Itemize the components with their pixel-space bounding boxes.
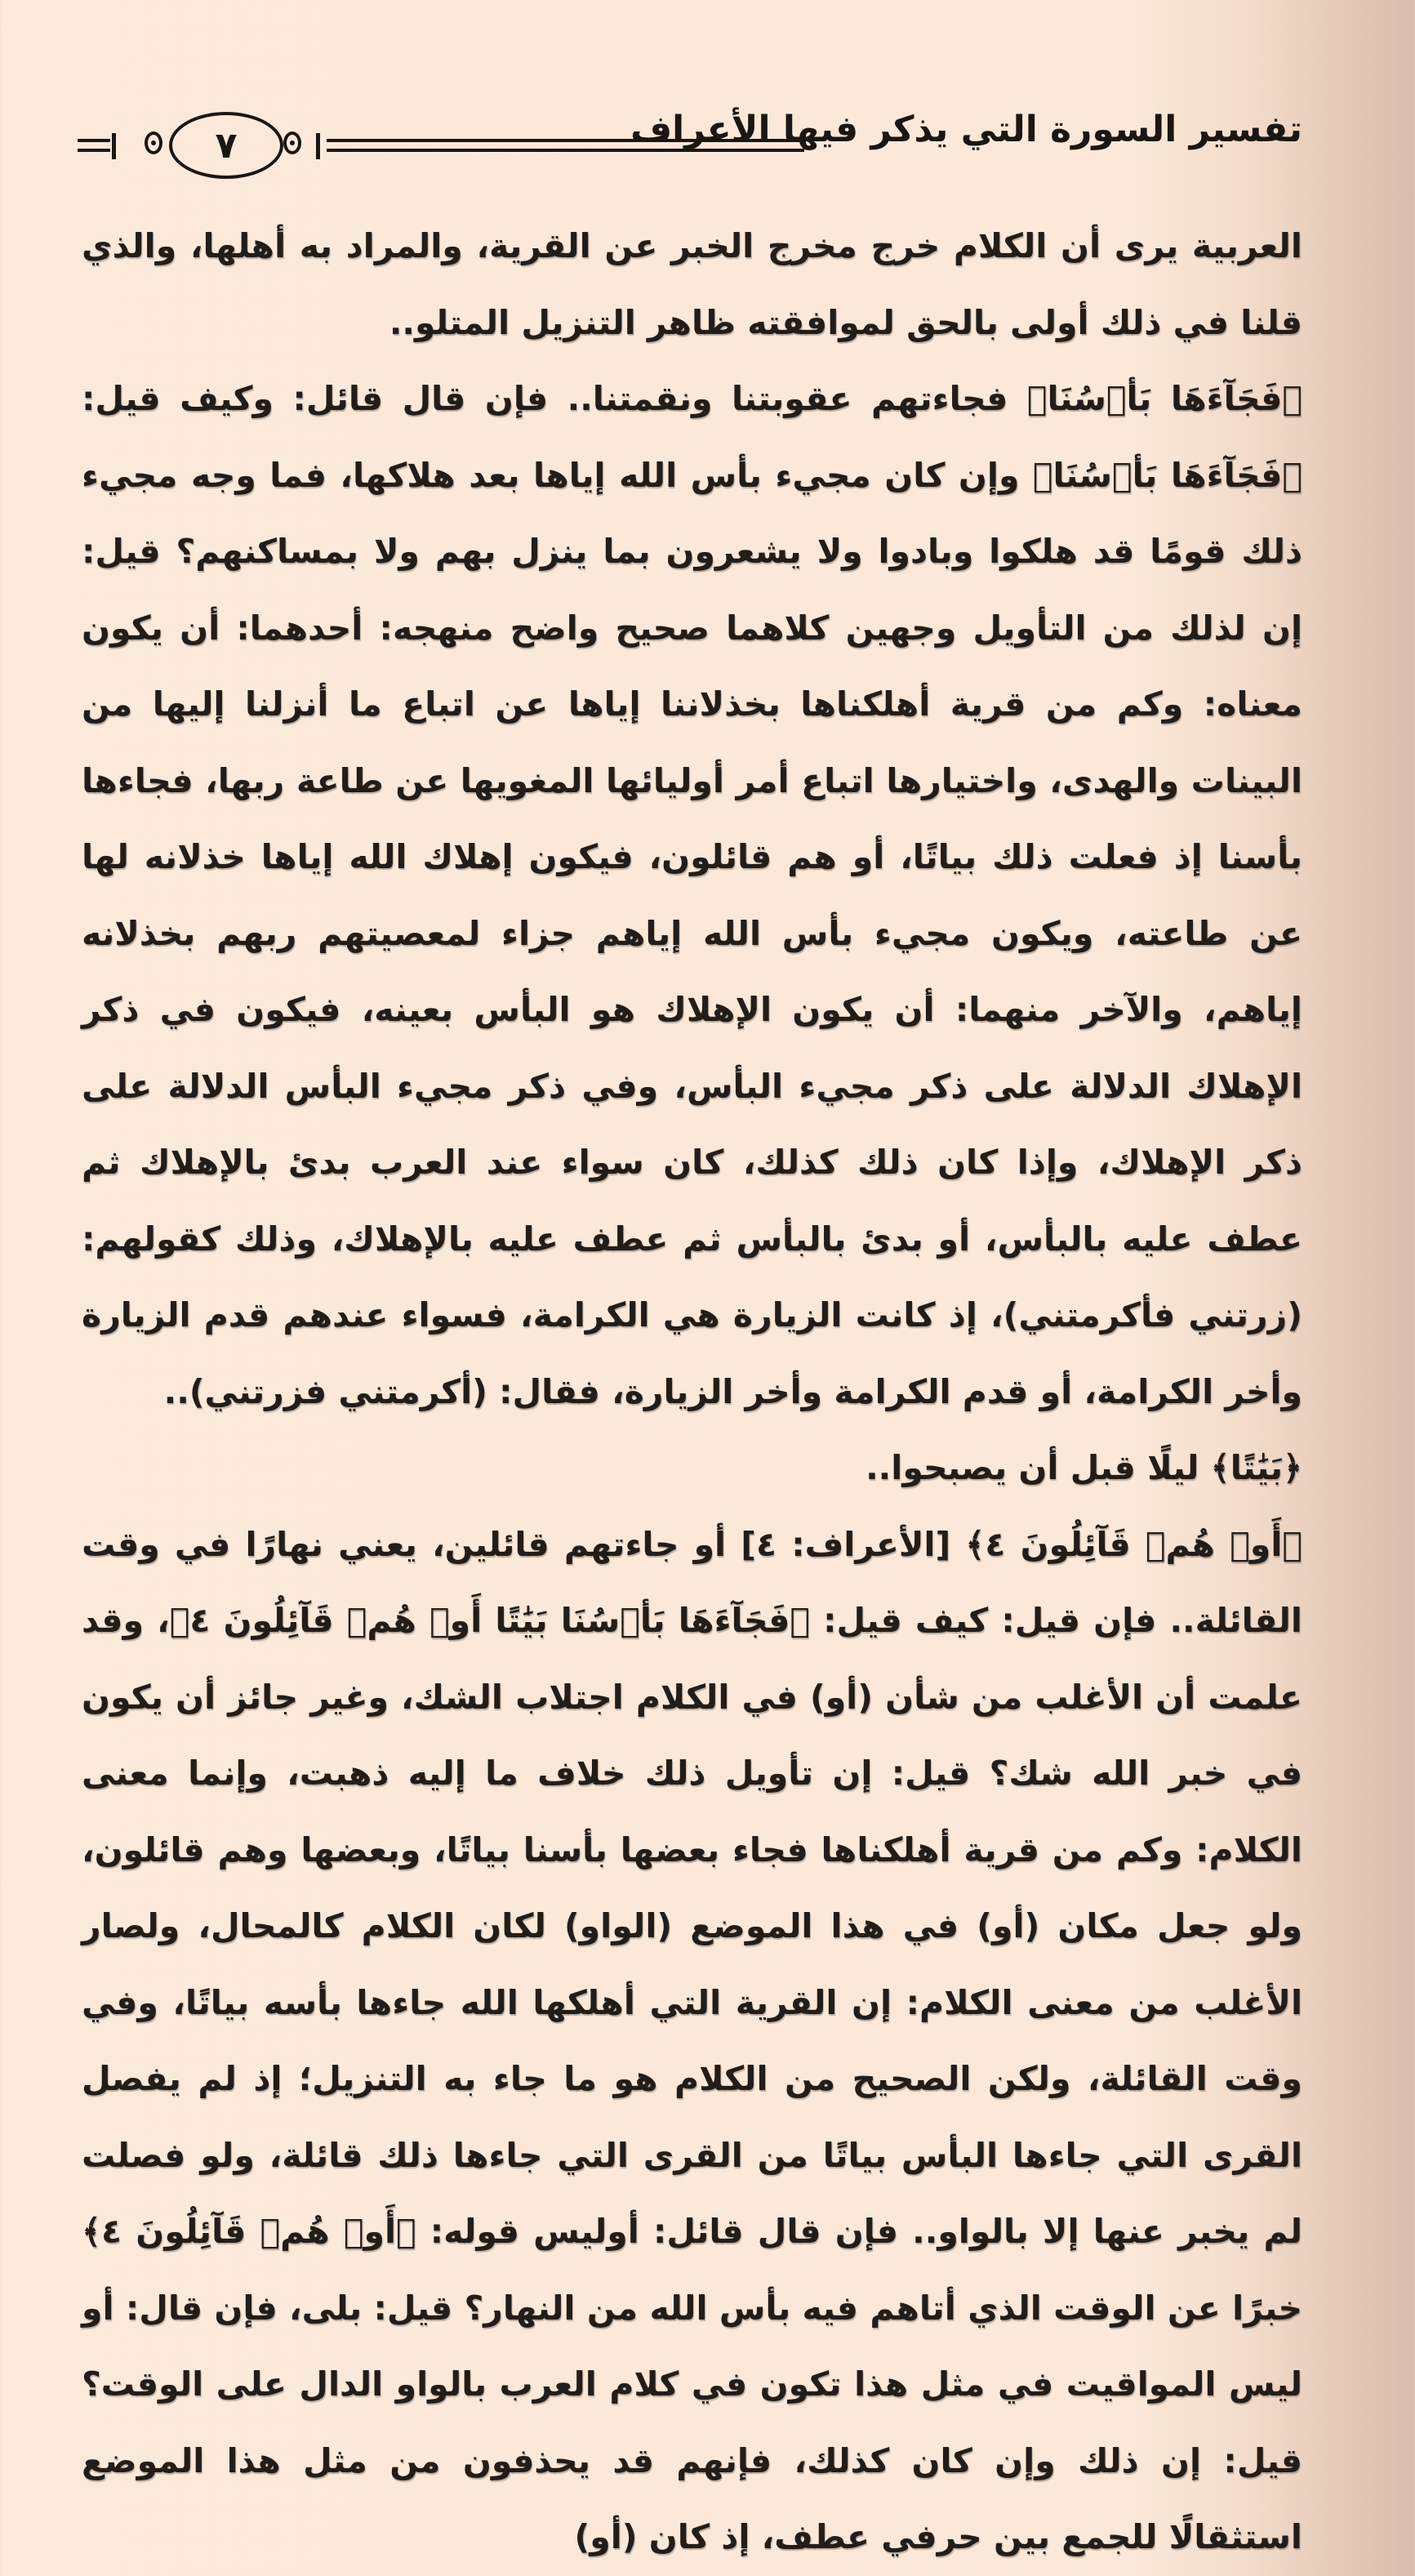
- header-rule: [78, 149, 110, 152]
- paragraph: ﴿أَوۡ هُمۡ قَآئِلُونَ ٤﴾ [الأعراف: ٤] أو جاءتهم قائلين، يعني نهارًا في وقت القائلة.. فإن قيل: كيف قيل: ﴿فَجَآءَهَا بَأۡسُنَا بَيَٰتًا أَوۡ هُمۡ قَآئِلُونَ ٤﴾، وقد علمت أن الأغلب من شأن (أو) في الكلام اجتلاب الشك، وغير جائز أن يكون في خبر الله شك؟ قيل: إن تأويل ذلك خلاف ما إليه ذهبت، وإنما معنى الكلام: وكم من قرية أهلكناها فجاء بعضها بأسنا بياتًا، وبعضها وهم قائلون، ولو جعل مكان (أو) في هذا الموضع (الواو) لكان الكلام كالمحال، ولصار الأغلب من معنى الكلام: إن القرية التي أهلكها الله جاءها بأسه بياتًا، وفي وقت القائلة، ولكن الصحيح من الكلام هو ما جاء به التنزيل؛ إذ لم يفصل القرى التي جاءها البأس بياتًا من القرى التي جاءها ذلك قائلة، ولو فصلت لم يخبر عنها إلا بالواو.. فإن قال قائل: أوليس قوله: ﴿أَوۡ هُمۡ قَآئِلُونَ ٤﴾ خبرًا عن الوقت الذي أتاهم فيه بأس الله من النهار؟ قيل: بلى، فإن قال: أو ليس المواقيت في مثل هذا تكون في كلام العرب بالواو الدال على الوقت؟ قيل: إن ذلك وإن كان كذلك، فإنهم قد يحذفون من مثل هذا الموضع استثقالًا للجمع بين حرفي عطف، إذ كان (أو): [82, 1524, 1303, 2556]
- paragraph: ﴿فَجَآءَهَا بَأۡسُنَا﴾ فجاءتهم عقوبتنا ونقمتنا.. فإن قال قائل: وكيف قيل: ﴿فَجَآءَهَا بَأۡسُنَا﴾ وإن كان مجيء بأس الله إياها بعد هلاكها، فما وجه مجيء ذلك قومًا قد هلكوا وبادوا ولا يشعرون بما ينزل بهم ولا بمساكنهم؟ قيل: إن لذلك من التأويل وجهين كلاهما صحيح واضح منهجه: أحدهما: أن يكون معناه: وكم من قرية أهلكناها بخذلاننا إياها عن اتباع ما أنزلنا إليها من البينات والهدى، واختيارها اتباع أمر أوليائها المغويها عن طاعة ربها، فجاءها بأسنا إذ فعلت ذلك بياتًا، أو هم قائلون، فيكون إهلاك الله إياها خذلانه لها عن طاعته، ويكون مجيء بأس الله إياهم جزاء لمعصيتهم ربهم بخذلانه إياهم، والآخر منهما: أن يكون الإهلاك هو البأس بعينه، فيكون في ذكر الإهلاك الدلالة على ذكر مجيء البأس، وفي ذكر مجيء البأس الدلالة على ذكر الإهلاك، وإذا كان ذلك كذلك، كان سواء عند العرب بدئ بالإهلاك ثم عطف عليه بالبأس، أو بدئ بالبأس ثم عطف عليه بالإهلاك، وذلك كقولهم: (زرتني فأكرمتني)، إذ كانت الزيارة هي الكرامة، فسواء عندهم قدم الزيارة وأخر الكرامة، أو قدم الكرامة وأخر الزيارة، فقال: (أكرمتني فزرتني)..: [82, 379, 1302, 1411]
- running-header: [78, 102, 1302, 184]
- page-number: ٧: [169, 112, 283, 179]
- header-ornament-tick: [112, 133, 116, 159]
- header-title: تفسير السورة التي يذكر فيها الأعراف: [630, 109, 1302, 150]
- header-rule: [78, 139, 110, 142]
- page-body: [82, 208, 1302, 2576]
- header-ornament-knob: [145, 131, 162, 154]
- paragraph: العربية يرى أن الكلام خرج مخرج الخبر عن القرية، والمراد به أهلها، والذي قلنا في ذلك أولى بالحق لموافقته ظاهر التنزيل المتلو..: [82, 226, 1302, 342]
- header-ornament-knob: [283, 131, 301, 154]
- header-ornament-tick: [316, 133, 320, 159]
- paragraph: ﴿بَيَٰتًا﴾ ليلًا قبل أن يصبحوا..: [865, 1448, 1302, 1487]
